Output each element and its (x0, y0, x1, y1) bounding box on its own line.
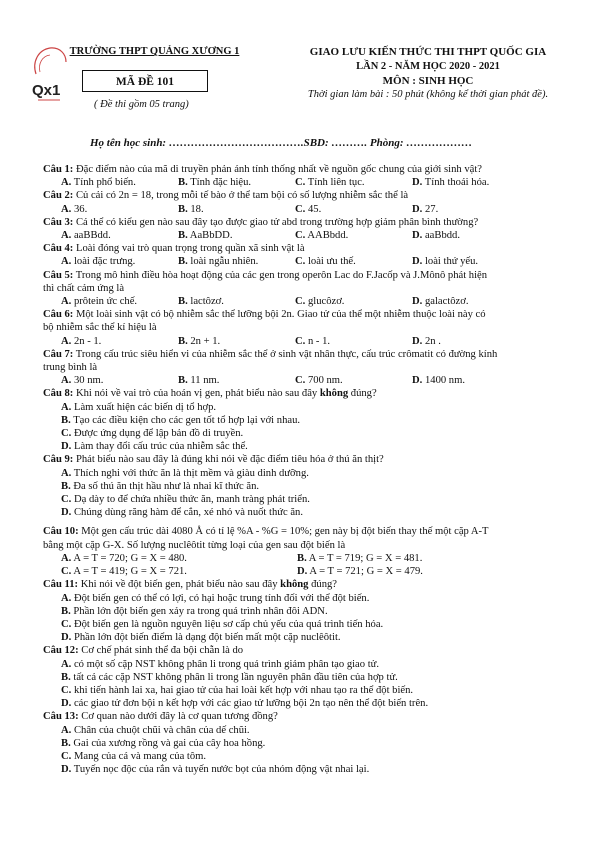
q9-option-c: C. Dạ dày to để chứa nhiều thức ăn, manh tràng phát triển. (61, 494, 310, 506)
q6-option-b: B. 2n + 1. (178, 335, 221, 347)
q3-option-c: C. AABbdd. (295, 230, 349, 242)
q9-option-b: B. Đa số thú ăn thịt hầu như là nhai kĩ thức ăn. (61, 480, 260, 492)
q4-option-a: A. loài đặc trưng. (61, 256, 136, 268)
q2-option-a: A. 36. (61, 203, 88, 215)
question-2: Câu 2: Củ cải có 2n = 18, trong mỗi tế bào ở thể tam bội có số lượng nhiễm sắc thể là A. 36. B. 18. C. 45. D. 27. (43, 189, 579, 215)
pages-note: ( Đề thi gồm 05 trang) (94, 99, 189, 110)
q2-option-d: D. 27. (412, 203, 439, 215)
subject: MÔN : SINH HỌC (382, 75, 474, 87)
question-3: Câu 3: Cá thể có kiểu gen nào sau đây tạo được giao tử abd trong trường hợp giảm phân bình thường? A. aaBBdd. B. AaBbDD. C. AABbdd. D. aaBbdd. (43, 216, 579, 242)
q11-option-c: C. Đột biến gen là nguồn nguyên liệu sơ cấp chủ yếu của quá trình tiến hóa. (61, 618, 384, 630)
event-title: GIAO LƯU KIẾN THỨC THI THPT QUỐC GIA (309, 46, 547, 58)
q10-option-a: A. A = T = 720; G = X = 480. (61, 552, 187, 564)
q6-option-d: D. 2n . (412, 335, 441, 347)
question-7: Câu 7: Trong cấu trúc siêu hiển vi của nhiễm sắc thể ở sinh vật nhân thực, cấu trúc crômatit có đường kính trung bình là A. 30 nm. B. 11 nm. C. 700 nm. D. 1400 nm. (43, 348, 579, 388)
q8-option-d: D. Làm thay đổi cấu trúc của nhiễm sắc thể. (61, 441, 248, 453)
q7-option-c: C. 700 nm. (295, 375, 343, 387)
q4-option-b: B. loài ngẫu nhiên. (178, 256, 259, 268)
school-name: TRƯỜNG THPT QUẢNG XƯƠNG 1 (69, 46, 240, 57)
q13-option-d: D. Tuyến nọc độc của rắn và tuyến nước bọt của nhóm động vật nhai lại. (61, 764, 370, 776)
q7-option-d: D. 1400 nm. (412, 375, 465, 387)
q6-option-c: C. n - 1. (295, 335, 331, 347)
student-info-line: Họ tên học sinh: ……………………………….SBD: ………. Phòng: ……………… (90, 137, 473, 149)
q5-option-b: B. lactôzơ. (178, 296, 224, 308)
q1-option-c: C. Tính liên tục. (295, 177, 365, 189)
q5-option-a: A. prôtein ức chế. (61, 296, 138, 308)
q11-option-b: B. Phần lớn đột biến gen xảy ra trong quá trình nhân đôi ADN. (61, 605, 328, 617)
q12-option-b: B. tất cả các cặp NST không phân li trong lần nguyên phân đầu tiên của hợp tử. (61, 671, 398, 683)
question-11: Câu 11: Khi nói về đột biến gen, phát biểu nào sau đây không đúng? A. Đột biến gen có thể có lợi, có hại hoặc trung tính đối với thể đột biến. B. Phần lớn đột biến gen xảy ra trong quá trình nhân đôi ADN. C. Đột biến gen là nguồn nguyên liệu sơ cấp chủ yếu của quá trình tiến hóa. D. Phần lớn đột biến điểm là dạng đột biến mất một cặp nuclêôtit. (43, 578, 579, 644)
q13-option-a: A. Chân của chuột chũi và chân của dế chũi. (61, 724, 250, 736)
q2-option-c: C. 45. (295, 203, 322, 215)
q9-option-a: A. Thích nghi với thức ăn là thịt mềm và giàu dinh dưỡng. (61, 467, 309, 479)
q8-option-a: A. Làm xuất hiện các biến dị tổ hợp. (61, 401, 217, 413)
q13-option-b: B. Gai của xương rồng và gai của cây hoa hồng. (61, 737, 266, 749)
question-4: Câu 4: Loài đóng vai trò quan trọng trong quần xã sinh vật là A. loài đặc trưng. B. loài ngẫu nhiên. C. loài ưu thế. D. loài thứ yếu. (43, 242, 579, 268)
q8-option-c: C. Được ứng dụng để lập bản đồ di truyền. (61, 428, 244, 440)
q12-option-d: D. các giao tử đơn bội n kết hợp với các giao tử lưỡng bội 2n tạo nên thể đột biến trên. (61, 698, 429, 710)
question-5: Câu 5: Trong mô hình điều hòa hoạt động của các gen trong operôn Lac do F.Jacốp và J.Mônô phát hiện thì chất cảm ứng là A. prôtein ức chế. B. lactôzơ. C. glucôzơ. D. galactôzơ. (43, 269, 579, 309)
q9-option-d: D. Chúng dùng răng hàm để cắn, xé nhỏ và nuốt thức ăn. (61, 507, 304, 519)
question-13: Câu 13: Cơ quan nào dưới đây là cơ quan tương đồng? A. Chân của chuột chũi và chân của dế chũi. B. Gai của xương rồng và gai của cây hoa hồng. C. Mang của cá và mang của tôm. D. Tuyến nọc độc của rắn và tuyến nước bọt của nhóm động vật nhai lại. (43, 710, 579, 776)
exam-header-right (272, 45, 584, 102)
q10-option-b: B. A = T = 719; G = X = 481. (297, 552, 423, 564)
question-6: Câu 6: Một loài sinh vật có bộ nhiễm sắc thể lưỡng bội 2n. Giao tử của thể một nhiễm thuộc loài này có bộ nhiễm sắc thể kí hiệu là A. 2n - 1. B. 2n + 1. C. n - 1. D. 2n . (43, 308, 579, 348)
q5-option-d: D. galactôzơ. (412, 296, 469, 308)
question-list (43, 163, 579, 776)
exam-code: MÃ ĐỀ 101 (82, 70, 208, 92)
q7-option-a: A. 30 nm. (61, 375, 104, 387)
q5-option-c: C. glucôzơ. (295, 296, 345, 308)
question-1: Câu 1: Đặc điểm nào của mã di truyền phản ánh tính thống nhất về nguồn gốc chung của giới sinh vật? A. Tính phổ biến. B. Tính đặc hiệu. C. Tính liên tục. D. Tính thoái hóa. (43, 163, 579, 189)
q2-option-b: B. 18. (178, 203, 204, 215)
q11-option-d: D. Phần lớn đột biến điểm là dạng đột biến mất một cặp nuclêôtit. (61, 632, 341, 644)
question-12: Câu 12: Cơ chế phát sinh thể đa bội chẵn là do A. có một số cặp NST không phân li trong quá trình giảm phân tạo giao tử. B. tất cả các cặp NST không phân li trong lần nguyên phân đầu tiên của hợp tử. C. khi tiến hành lai xa, hai giao tử của hai loài kết hợp với nhau tạo ra thể đột biến. D. các giao tử đơn bội n kết hợp với các giao tử lưỡng bội 2n tạo nên thể đột biến trên. (43, 644, 579, 710)
q1-option-a: A. Tính phổ biến. (61, 177, 136, 189)
q4-option-c: C. loài ưu thế. (295, 256, 356, 268)
school-logo (30, 44, 68, 106)
question-8: Câu 8: Khi nói về vai trò của hoán vị gen, phát biểu nào sau đây không đúng? A. Làm xuất hiện các biến dị tổ hợp. B. Tạo các điều kiện cho các gen tốt tổ hợp lại với nhau. C. Được ứng dụng để lập bản đồ di truyền. D. Làm thay đổi cấu trúc của nhiễm sắc thể. (43, 387, 579, 453)
question-10: Câu 10: Một gen cấu trúc dài 4080 Å có tỉ lệ %A - %G = 10%; gen này bị đột biến thay thế một cặp A-T bằng một cặp G-X. Số lượng nuclêôtit từng loại của gen sau đột biến là A. A = T = 720; G = X = 480. B. A = T = 719; G = X = 481. C. A = T = 419; G = X = 721. D. A = T = 721; G = X = 479. (43, 525, 579, 578)
logo-text: Qx1 (32, 82, 61, 99)
q12-option-c: C. khi tiến hành lai xa, hai giao tử của hai loài kết hợp với nhau tạo ra thể đột biến. (61, 684, 414, 696)
time-note: Thời gian làm bài : 50 phút (không kể thời gian phát đề). (307, 89, 549, 100)
q11-option-a: A. Đột biến gen có thể có lợi, có hại hoặc trung tính đối với thể đột biến. (61, 592, 370, 604)
round-year: LẦN 2 - NĂM HỌC 2020 - 2021 (356, 61, 500, 72)
question-9: Câu 9: Phát biểu nào sau đây là đúng khi nói về đặc điểm tiêu hóa ở thú ăn thịt? A. Thích nghi với thức ăn là thịt mềm và giàu dinh dưỡng. B. Đa số thú ăn thịt hầu như là nhai kĩ thức ăn. C. Dạ dày to để chứa nhiều thức ăn, manh tràng phát triển. D. Chúng dùng răng hàm để cắn, xé nhỏ và nuốt thức ăn. (43, 453, 579, 519)
q10-option-d: D. A = T = 721; G = X = 479. (297, 566, 423, 578)
q1-option-b: B. Tính đặc hiệu. (178, 177, 252, 189)
q8-option-b: B. Tạo các điều kiện cho các gen tốt tổ hợp lại với nhau. (61, 414, 301, 426)
q6-option-a: A. 2n - 1. (61, 335, 102, 347)
q3-option-d: D. aaBbdd. (412, 230, 460, 242)
q7-option-b: B. 11 nm. (178, 375, 220, 387)
q12-option-a: A. có một số cặp NST không phân li trong quá trình giảm phân tạo giao tử. (61, 658, 380, 670)
q1-option-d: D. Tính thoái hóa. (412, 177, 490, 189)
q3-option-a: A. aaBBdd. (61, 230, 111, 242)
q10-option-c: C. A = T = 419; G = X = 721. (61, 566, 187, 578)
q4-option-d: D. loài thứ yếu. (412, 256, 479, 268)
q13-option-c: C. Mang của cá và mang của tôm. (61, 750, 207, 762)
q3-option-b: B. AaBbDD. (178, 230, 233, 242)
